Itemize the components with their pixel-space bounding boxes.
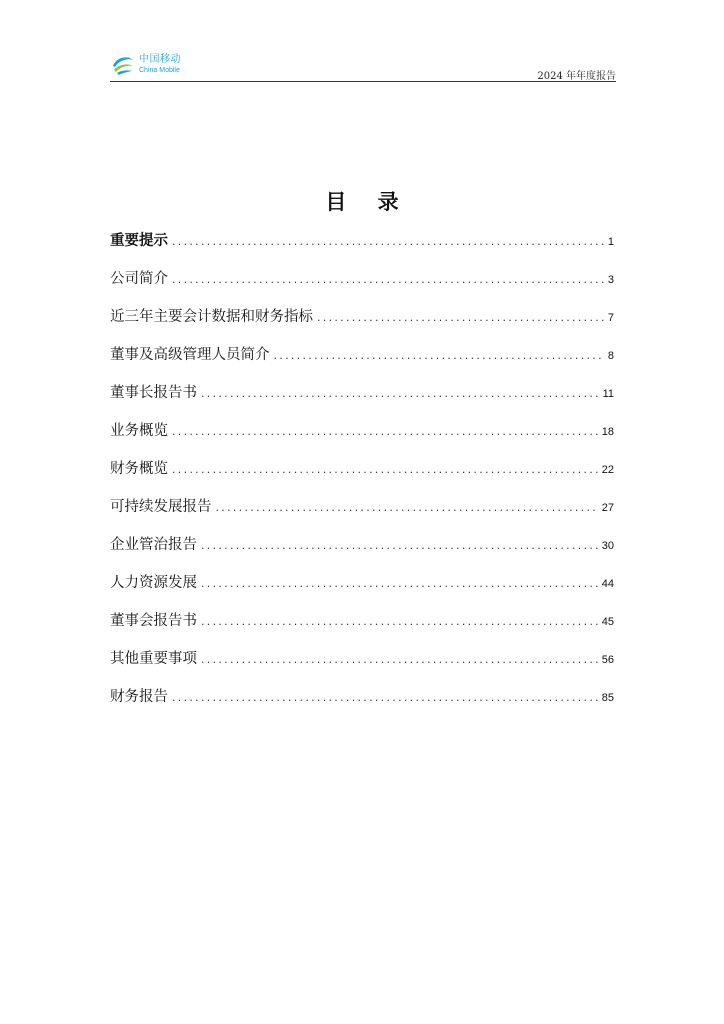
toc-item-page: 7	[607, 312, 614, 324]
toc-item[interactable]	[110, 495, 614, 533]
toc-item[interactable]	[110, 419, 614, 457]
toc-item-page: 27	[601, 502, 614, 514]
toc-item[interactable]	[110, 267, 614, 305]
toc-item-label: 公司简介	[110, 271, 168, 287]
toc-item[interactable]	[110, 229, 614, 267]
toc-item[interactable]	[110, 571, 614, 609]
report-title: 2024 年年度报告	[537, 71, 616, 82]
toc-item[interactable]	[110, 457, 614, 495]
toc-item-page: 30	[601, 540, 614, 552]
toc-dot-leader	[201, 577, 598, 590]
toc-dot-leader	[172, 425, 598, 438]
logo-chinese-text: 中国移动	[139, 53, 181, 65]
toc-item-page: 1	[607, 236, 614, 248]
toc-item-page: 22	[601, 464, 614, 476]
toc-dot-leader	[172, 235, 604, 248]
header-divider	[110, 81, 616, 82]
toc-title: 目 录	[325, 190, 411, 214]
toc-item[interactable]	[110, 343, 614, 381]
toc-item-page: 85	[601, 692, 614, 704]
toc-dot-leader	[201, 387, 599, 400]
toc-item[interactable]	[110, 305, 614, 343]
toc-item[interactable]	[110, 533, 614, 571]
toc-item-page: 45	[601, 616, 614, 628]
toc-item-page: 11	[602, 388, 614, 400]
toc-item-label: 其他重要事项	[110, 651, 197, 667]
toc-item-label: 董事会报告书	[110, 613, 197, 629]
toc-item-page: 18	[601, 426, 614, 438]
toc-item-label: 可持续发展报告	[110, 499, 212, 515]
toc-dot-leader	[201, 539, 598, 552]
logo-english-text: China Mobile	[139, 66, 180, 74]
toc-item[interactable]	[110, 609, 614, 647]
toc-item-label: 董事长报告书	[110, 385, 197, 401]
toc-dot-leader	[172, 463, 598, 476]
toc-dot-leader	[201, 615, 598, 628]
toc-item[interactable]	[110, 647, 614, 685]
toc-dot-leader	[274, 349, 604, 362]
china-mobile-logo-icon	[110, 51, 136, 77]
toc-item[interactable]	[110, 685, 614, 723]
toc-item-label: 重要提示	[110, 233, 168, 249]
toc-item-label: 业务概览	[110, 423, 168, 439]
toc-item-page: 8	[607, 350, 614, 362]
toc-dot-leader	[172, 691, 598, 704]
toc-item-label: 财务概览	[110, 461, 168, 477]
toc-dot-leader	[216, 501, 598, 514]
page-header	[110, 50, 616, 82]
toc-item-page: 44	[601, 578, 614, 590]
toc-item-label: 财务报告	[110, 689, 168, 705]
toc-dot-leader	[317, 311, 604, 324]
toc-dot-leader	[172, 273, 604, 286]
china-mobile-logo	[110, 50, 181, 78]
toc-item-page: 3	[607, 274, 614, 286]
toc-dot-leader	[201, 653, 598, 666]
toc-item-page: 56	[601, 654, 614, 666]
toc-item-label: 董事及高级管理人员简介	[110, 347, 270, 363]
toc-item-label: 近三年主要会计数据和财务指标	[110, 309, 313, 325]
toc-item[interactable]	[110, 381, 614, 419]
toc-item-label: 企业管治报告	[110, 537, 197, 553]
table-of-contents	[110, 229, 614, 723]
toc-item-label: 人力资源发展	[110, 575, 197, 591]
